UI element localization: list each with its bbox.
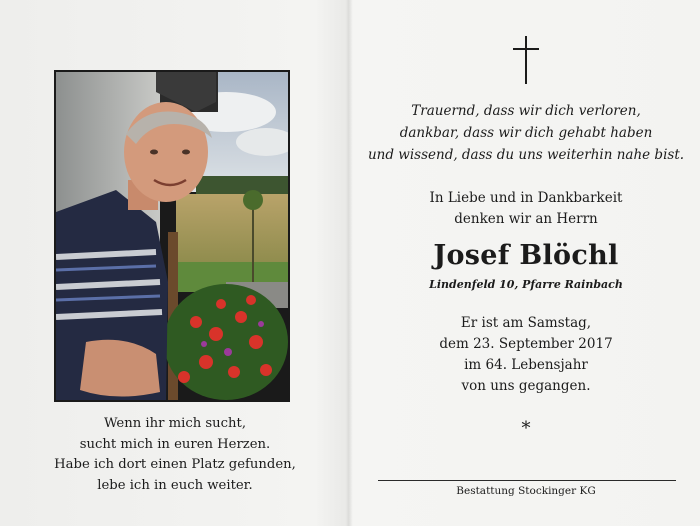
poem-line: sucht mich in euren Herzen.: [79, 436, 271, 452]
portrait-photo: [56, 72, 288, 400]
verse-line: und wissend, dass du uns weiterhin nahe bist.: [367, 147, 685, 163]
poem-line: lebe ich in euch weiter.: [97, 477, 253, 493]
intro-line: In Liebe und in Dankbarkeit: [429, 190, 623, 206]
death-line: Er ist am Samstag,: [460, 315, 592, 331]
cross-icon: [513, 36, 539, 84]
deceased-name: Josef Blöchl: [433, 240, 619, 271]
footer-divider: [378, 480, 676, 481]
deceased-address: Lindenfeld 10, Pfarre Rainbach: [429, 278, 623, 291]
death-line: dem 23. September 2017: [439, 336, 613, 352]
poem-line: Wenn ihr mich sucht,: [103, 416, 247, 431]
verse-line: Trauernd, dass wir dich verloren,: [411, 103, 641, 119]
asterisk-ornament: *: [521, 418, 531, 439]
funeral-home: Bestattung Stockinger KG: [456, 485, 596, 497]
poem-line: Habe ich dort einen Platz gefunden,: [54, 457, 296, 472]
intro-line: denken wir an Herrn: [454, 211, 598, 227]
photo-frame: [54, 70, 290, 402]
death-line: im 64. Lebensjahr: [464, 357, 588, 373]
mourning-verse: [352, 100, 700, 166]
verse-line: dankbar, dass wir dich gehabt haben: [399, 125, 653, 141]
death-line: von uns gegangen.: [461, 378, 591, 394]
left-page: [0, 0, 348, 526]
remembrance-intro: [352, 188, 700, 230]
death-notice: [352, 313, 700, 397]
farewell-poem: [20, 414, 330, 496]
right-page: [352, 0, 700, 526]
